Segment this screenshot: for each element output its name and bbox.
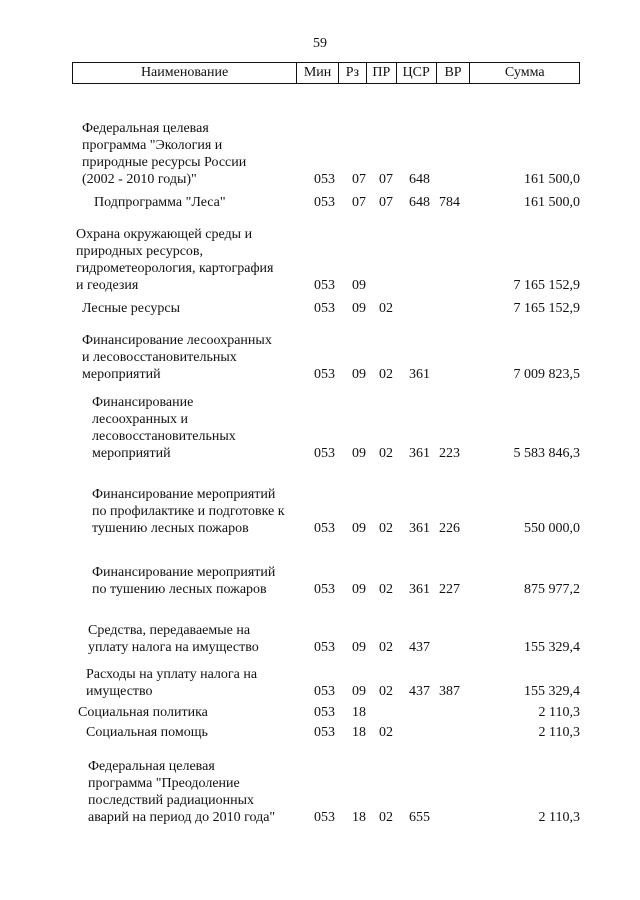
header-name: Наименование <box>140 65 229 80</box>
cell-rz: 18 <box>352 725 366 740</box>
row-name-line: природных ресурсов, <box>76 244 204 259</box>
cell-vr: 226 <box>439 521 460 536</box>
cell-sum: 7 165 152,9 <box>513 278 580 293</box>
cell-pr: 02 <box>379 582 393 597</box>
header-min: Мин <box>296 63 338 83</box>
cell-sum: 2 110,3 <box>538 725 580 740</box>
row-name-line: Расходы на уплату налога на <box>86 667 258 682</box>
cell-csr: 361 <box>409 367 430 382</box>
row-name <box>82 332 310 383</box>
table-row <box>72 194 580 211</box>
cell-sum: 2 110,3 <box>538 705 580 720</box>
row-name-line: гидрометеорология, картография <box>76 261 274 276</box>
row-name-line: Средства, передаваемые на <box>88 623 251 638</box>
cell-rz: 18 <box>352 705 366 720</box>
table-row <box>72 300 580 317</box>
cell-rz: 09 <box>352 684 366 699</box>
row-name-line: мероприятий <box>82 367 161 382</box>
cell-min: 053 <box>314 301 335 316</box>
cell-rz: 09 <box>352 367 366 382</box>
table-header <box>72 62 580 84</box>
row-name-line: Финансирование мероприятий <box>92 565 276 580</box>
row-name <box>88 622 316 656</box>
cell-csr: 361 <box>409 521 430 536</box>
header-sum: Сумма <box>469 63 579 83</box>
row-name-line: тушению лесных пожаров <box>92 521 249 536</box>
row-name <box>82 120 310 188</box>
row-name-line: уплату налога на имущество <box>88 640 259 655</box>
row-name-line: Подпрограмма "Леса" <box>94 195 226 210</box>
cell-vr: 784 <box>439 195 460 210</box>
row-name-line: по тушению лесных пожаров <box>92 582 267 597</box>
cell-min: 053 <box>314 367 335 382</box>
cell-rz: 09 <box>352 582 366 597</box>
table-row <box>72 564 580 598</box>
row-name-line: и геодезия <box>76 278 139 293</box>
row-name-line: лесовосстановительных <box>92 429 236 444</box>
row-name <box>78 704 306 721</box>
cell-csr: 361 <box>409 582 430 597</box>
cell-rz: 09 <box>352 301 366 316</box>
cell-rz: 07 <box>352 172 366 187</box>
row-name <box>92 564 320 598</box>
row-name-line: программа "Экология и <box>82 138 223 153</box>
cell-pr: 02 <box>379 684 393 699</box>
row-name <box>94 194 322 211</box>
cell-csr: 648 <box>409 172 430 187</box>
cell-csr: 437 <box>409 640 430 655</box>
table-row <box>72 666 580 700</box>
row-name <box>76 226 304 294</box>
table-row <box>72 332 580 383</box>
cell-csr: 655 <box>409 810 430 825</box>
row-name-line: Федеральная целевая <box>88 759 215 774</box>
cell-min: 053 <box>314 725 335 740</box>
cell-sum: 5 583 846,3 <box>513 446 580 461</box>
cell-rz: 09 <box>352 640 366 655</box>
cell-min: 053 <box>314 705 335 720</box>
cell-min: 053 <box>314 640 335 655</box>
cell-csr: 648 <box>409 195 430 210</box>
row-name-line: Федеральная целевая <box>82 121 209 136</box>
cell-rz: 09 <box>352 521 366 536</box>
cell-sum: 155 329,4 <box>524 684 580 699</box>
row-name <box>92 394 320 462</box>
table-row <box>72 486 580 537</box>
cell-min: 053 <box>314 521 335 536</box>
cell-sum: 7 165 152,9 <box>513 301 580 316</box>
header-vr: ВР <box>436 63 470 83</box>
cell-rz: 09 <box>352 446 366 461</box>
row-name-line: Охрана окружающей среды и <box>76 227 253 242</box>
table-row <box>72 704 580 721</box>
cell-min: 053 <box>314 810 335 825</box>
row-name-line: Лесные ресурсы <box>82 301 180 316</box>
row-name <box>86 724 314 741</box>
cell-pr: 02 <box>379 521 393 536</box>
cell-rz: 18 <box>352 810 366 825</box>
cell-rz: 07 <box>352 195 366 210</box>
row-name-line: Финансирование лесоохранных <box>82 333 272 348</box>
cell-sum: 161 500,0 <box>524 172 580 187</box>
row-name-line: природные ресурсы России <box>82 155 247 170</box>
cell-csr: 361 <box>409 446 430 461</box>
cell-sum: 7 009 823,5 <box>513 367 580 382</box>
cell-vr: 387 <box>439 684 460 699</box>
row-name-line: мероприятий <box>92 446 171 461</box>
page-number: 59 <box>313 36 327 51</box>
table-row <box>72 120 580 188</box>
cell-sum: 550 000,0 <box>524 521 580 536</box>
budget-table <box>72 62 580 825</box>
table-row <box>72 622 580 656</box>
cell-pr: 02 <box>379 640 393 655</box>
table-row <box>72 724 580 741</box>
row-name <box>82 300 310 317</box>
row-name-line: Финансирование мероприятий <box>92 487 276 502</box>
row-name <box>86 666 314 700</box>
row-name <box>92 486 320 537</box>
cell-sum: 2 110,3 <box>538 810 580 825</box>
cell-min: 053 <box>314 195 335 210</box>
cell-pr: 02 <box>379 446 393 461</box>
row-name-line: последствий радиационных <box>88 793 255 808</box>
cell-min: 053 <box>314 278 335 293</box>
table-row <box>72 226 580 294</box>
cell-min: 053 <box>314 446 335 461</box>
cell-pr: 02 <box>379 810 393 825</box>
cell-min: 053 <box>314 582 335 597</box>
header-csr: ЦСР <box>396 63 436 83</box>
cell-min: 053 <box>314 684 335 699</box>
row-name <box>88 758 316 826</box>
cell-sum: 155 329,4 <box>524 640 580 655</box>
row-name-line: программа "Преодоление <box>88 776 240 791</box>
cell-vr: 227 <box>439 582 460 597</box>
cell-vr: 223 <box>439 446 460 461</box>
row-name-line: (2002 - 2010 годы)" <box>82 172 197 187</box>
cell-pr: 07 <box>379 195 393 210</box>
row-name-line: Социальная помощь <box>86 725 208 740</box>
header-rz: Рз <box>338 63 366 83</box>
row-name-line: и лесовосстановительных <box>82 350 237 365</box>
row-name-line: Социальная политика <box>78 705 208 720</box>
table-row <box>72 394 580 462</box>
cell-pr: 02 <box>379 725 393 740</box>
row-name-line: аварий на период до 2010 года" <box>88 810 276 825</box>
header-pr: ПР <box>366 63 396 83</box>
table-row <box>72 758 580 826</box>
cell-csr: 437 <box>409 684 430 699</box>
row-name-line: имущество <box>86 684 153 699</box>
row-name-line: Финансирование <box>92 395 194 410</box>
row-name-line: по профилактике и подготовке к <box>92 504 285 519</box>
cell-sum: 875 977,2 <box>524 582 580 597</box>
cell-min: 053 <box>314 172 335 187</box>
row-name-line: лесоохранных и <box>92 412 189 427</box>
cell-sum: 161 500,0 <box>524 195 580 210</box>
cell-pr: 02 <box>379 367 393 382</box>
cell-rz: 09 <box>352 278 366 293</box>
cell-pr: 07 <box>379 172 393 187</box>
cell-pr: 02 <box>379 301 393 316</box>
